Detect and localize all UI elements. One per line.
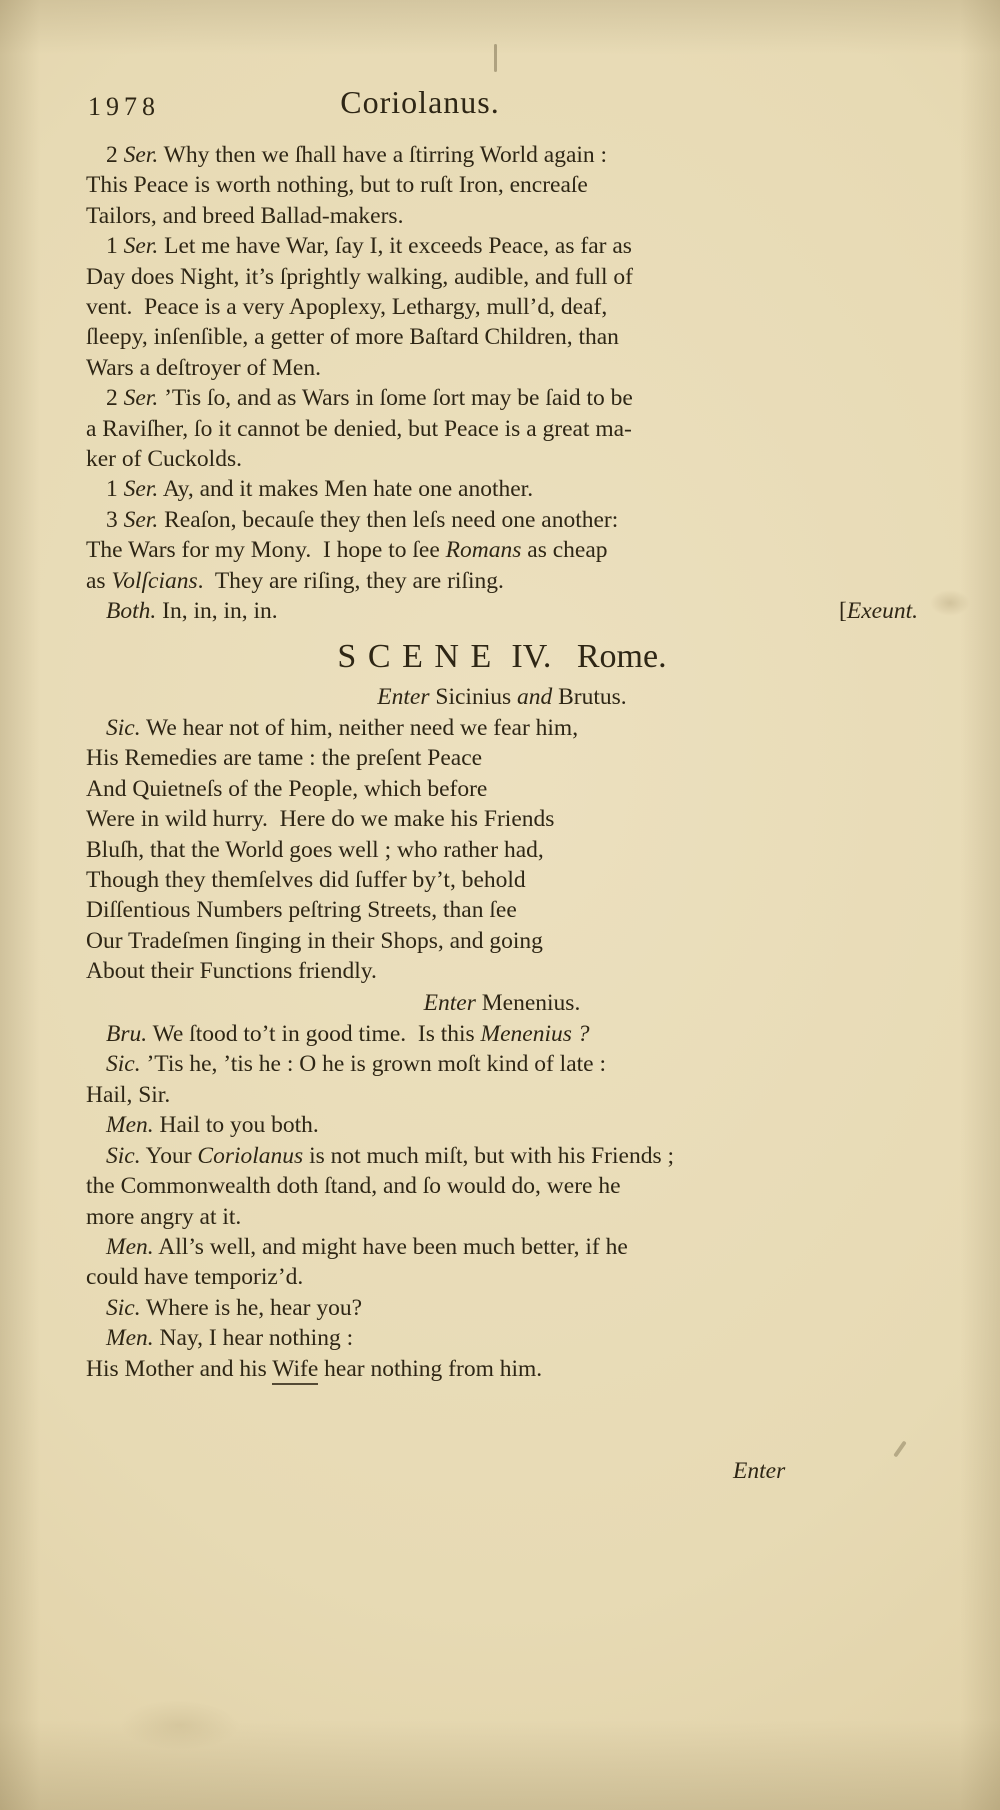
text-line xyxy=(86,1019,918,1049)
text-segment: the Commonwealth doth ſtand, and ſo would do, were he xyxy=(86,1173,621,1200)
text-segment: Ser. xyxy=(123,233,159,260)
text-line xyxy=(86,414,918,444)
text-line xyxy=(86,353,918,383)
line-text xyxy=(86,1264,303,1290)
text-segment: The Wars for my Mony. I hope to ſee xyxy=(86,537,446,564)
text-line xyxy=(86,201,918,231)
text-segment: and xyxy=(511,683,559,710)
text-segment: Where is he, hear you? xyxy=(140,1294,363,1321)
text-line xyxy=(86,1110,918,1140)
text-segment: This Peace is worth nothing, but to ruſt Iron, encreaſe xyxy=(86,172,588,199)
text-segment: Day does Night, it’s ſprightly walking, audible, and full of xyxy=(86,263,633,290)
line-text xyxy=(86,1173,621,1199)
text-segment: could have temporiz’d. xyxy=(86,1264,304,1291)
text-line xyxy=(86,1202,918,1232)
line-text xyxy=(86,897,517,923)
text-segment: Ay, and it makes Men hate one another. xyxy=(158,476,534,503)
text-segment: as cheap xyxy=(521,537,608,564)
page-header xyxy=(0,84,1000,134)
line-text xyxy=(86,294,607,320)
text-line xyxy=(86,262,918,292)
line-text xyxy=(86,867,526,893)
text-segment: Reaſon, becauſe they then leſs need one another: xyxy=(158,506,619,533)
text-segment: Men. xyxy=(106,1325,154,1352)
text-line xyxy=(86,535,918,565)
line-text xyxy=(106,1234,628,1260)
line-text xyxy=(86,776,487,802)
text-segment: ſleepy, inſenſible, a getter of more Baſtard Children, than xyxy=(86,324,619,351)
text-line xyxy=(86,1354,918,1384)
line-text xyxy=(86,806,554,832)
line-text xyxy=(377,684,626,710)
text-segment: Menenius ? xyxy=(480,1021,590,1048)
text-line xyxy=(86,444,918,474)
text-segment: His Remedies are tame : the preſent Peace xyxy=(86,745,483,772)
line-text xyxy=(106,1143,674,1169)
text-line xyxy=(86,835,918,865)
stage-direction xyxy=(86,681,918,713)
line-text xyxy=(106,1325,353,1351)
age-spot xyxy=(120,1700,240,1750)
running-title: Coriolanus. xyxy=(340,84,500,120)
text-segment: Let me have War, ſay I, it exceeds Peace, as far as xyxy=(158,233,632,260)
ink-mark xyxy=(494,44,497,72)
text-line xyxy=(86,1171,918,1201)
line-text xyxy=(106,507,618,533)
text-line xyxy=(86,804,918,834)
text-line xyxy=(86,1080,918,1110)
text-block xyxy=(86,140,918,1384)
text-segment: ’Tis he, ’tis he : O he is grown moſt kind of late : xyxy=(140,1051,607,1078)
line-text xyxy=(86,172,588,198)
line-text xyxy=(106,233,632,259)
text-segment: Ser. xyxy=(123,142,159,168)
text-segment: Ser. xyxy=(123,476,159,503)
line-text xyxy=(86,1082,170,1108)
text-segment: We hear not of him, neither need we fear him, xyxy=(140,715,579,741)
text-line xyxy=(86,474,918,504)
text-segment: Enter xyxy=(423,989,482,1016)
text-line xyxy=(86,1262,918,1292)
text-line xyxy=(86,1323,918,1353)
text-segment: Men. xyxy=(106,1233,154,1260)
text-segment: Brutus. xyxy=(558,683,627,710)
text-segment: Hail, Sir. xyxy=(86,1081,171,1108)
exit-line xyxy=(86,596,918,626)
text-line xyxy=(86,140,918,170)
text-segment: ’Tis ſo, and as Wars in ſome ſort may be ſaid to be xyxy=(158,385,633,412)
text-line xyxy=(86,566,918,596)
ink-mark xyxy=(893,1440,907,1457)
line-text xyxy=(86,264,633,290)
text-line xyxy=(86,713,918,743)
text-segment: Sic. xyxy=(106,715,141,741)
text-segment: 3 xyxy=(106,506,124,533)
text-segment: a Raviſher, ſo it cannot be denied, but Peace is a great ma- xyxy=(86,415,632,442)
text-segment: IV. Rome. xyxy=(502,637,667,675)
text-line xyxy=(86,865,918,895)
text-segment: Both. xyxy=(106,598,157,625)
stage-direction xyxy=(86,987,918,1019)
text-segment: as xyxy=(86,567,112,594)
line-text xyxy=(86,568,504,594)
text-segment: . They are riſing, they are riſing. xyxy=(197,567,504,594)
line-text xyxy=(86,446,242,472)
text-segment: His Mother and his xyxy=(86,1355,273,1382)
line-text xyxy=(86,416,632,442)
text-line xyxy=(86,1049,918,1079)
line-text xyxy=(86,324,619,350)
text-segment: hear nothing from him. xyxy=(318,1355,543,1382)
text-segment: Ser. xyxy=(123,385,159,412)
text-line xyxy=(86,774,918,804)
line-text xyxy=(106,1021,590,1047)
text-line xyxy=(86,956,918,986)
line-text xyxy=(337,638,666,675)
text-line xyxy=(86,1293,918,1323)
scene-heading xyxy=(86,627,918,681)
text-segment: Diſſentious Numbers peſtring Streets, than ſee xyxy=(86,897,517,924)
text-segment: Men. xyxy=(106,1112,154,1139)
line-text xyxy=(106,596,278,626)
text-segment: Tailors, and breed Ballad-makers. xyxy=(86,202,404,229)
line-text xyxy=(86,537,608,563)
stage-exit-segment: Exeunt. xyxy=(846,598,918,625)
line-text xyxy=(86,745,482,771)
text-segment: 1 xyxy=(106,233,124,260)
text-segment: And Quietneſs of the People, which before xyxy=(86,775,488,802)
text-segment: Your xyxy=(140,1142,198,1169)
line-text xyxy=(424,990,581,1016)
line-text xyxy=(106,142,607,168)
text-segment: SCENE xyxy=(337,637,503,675)
text-segment: Hail to you both. xyxy=(153,1112,319,1139)
text-segment: Were in wild hurry. Here do we make his Friends xyxy=(86,806,555,833)
text-segment: more angry at it. xyxy=(86,1203,242,1230)
text-segment: Though they themſelves did ſuffer by’t, behold xyxy=(86,867,526,894)
line-text xyxy=(106,1051,606,1077)
line-text xyxy=(106,1112,319,1138)
line-text xyxy=(86,837,544,863)
text-segment: is not much miſt, but with his Friends ; xyxy=(303,1142,674,1169)
text-line xyxy=(86,322,918,352)
text-segment: All’s well, and might have been much better, if he xyxy=(153,1233,628,1260)
text-segment: Nay, I hear nothing : xyxy=(153,1325,354,1352)
text-segment: 1 xyxy=(106,476,124,503)
text-segment: vent. Peace is a very Apoplexy, Lethargy, mull’d, deaf, xyxy=(86,294,608,321)
text-segment: 2 xyxy=(106,385,124,412)
stage-exit xyxy=(839,596,918,626)
text-segment: Bluſh, that the World goes well ; who rather had, xyxy=(86,836,544,863)
text-segment: Volſcians xyxy=(111,567,198,594)
stage-exit-segment: [ xyxy=(839,598,847,625)
line-text xyxy=(86,203,403,229)
text-segment: We ſtood to’t in good time. Is this xyxy=(147,1021,481,1048)
line-text xyxy=(106,476,533,502)
text-segment: Enter xyxy=(377,683,436,710)
text-line xyxy=(86,926,918,956)
line-text xyxy=(86,958,377,984)
line-text xyxy=(106,385,633,411)
text-line xyxy=(86,1232,918,1262)
text-line xyxy=(86,383,918,413)
text-segment: Wars a deſtroyer of Men. xyxy=(86,354,321,381)
text-segment: Romans xyxy=(445,537,522,564)
text-segment: In, in, in, in. xyxy=(156,598,278,625)
text-segment: Sic. xyxy=(106,1294,141,1321)
text-segment: 2 xyxy=(106,142,124,168)
text-segment: ker of Cuckolds. xyxy=(86,446,242,473)
line-text xyxy=(86,355,321,381)
text-line xyxy=(86,743,918,773)
text-segment: Coriolanus xyxy=(197,1142,304,1169)
page-number: 1978 xyxy=(88,92,160,121)
line-text xyxy=(106,715,578,741)
line-text xyxy=(106,1295,362,1321)
line-text xyxy=(86,1356,542,1385)
text-segment: Ser. xyxy=(123,506,159,533)
text-line xyxy=(86,231,918,261)
text-segment: Menenius. xyxy=(481,989,581,1016)
text-segment: About their Functions friendly. xyxy=(86,958,377,985)
text-segment: Sic. xyxy=(106,1051,141,1078)
text-line xyxy=(86,505,918,535)
line-text xyxy=(86,1204,241,1230)
text-line xyxy=(86,1141,918,1171)
catchword: Enter xyxy=(733,1458,786,1484)
text-line xyxy=(86,895,918,925)
age-spot xyxy=(930,590,970,616)
text-segment: Sic. xyxy=(106,1142,141,1169)
text-segment: Bru. xyxy=(106,1021,148,1048)
line-text xyxy=(86,928,543,954)
text-line xyxy=(86,292,918,322)
text-line xyxy=(86,170,918,200)
text-segment: Our Tradeſmen ſinging in their Shops, and going xyxy=(86,927,543,954)
text-segment: Why then we ſhall have a ſtirring World again : xyxy=(158,142,608,168)
text-segment: Sicinius xyxy=(435,683,512,710)
text-segment: Wife xyxy=(272,1356,318,1385)
